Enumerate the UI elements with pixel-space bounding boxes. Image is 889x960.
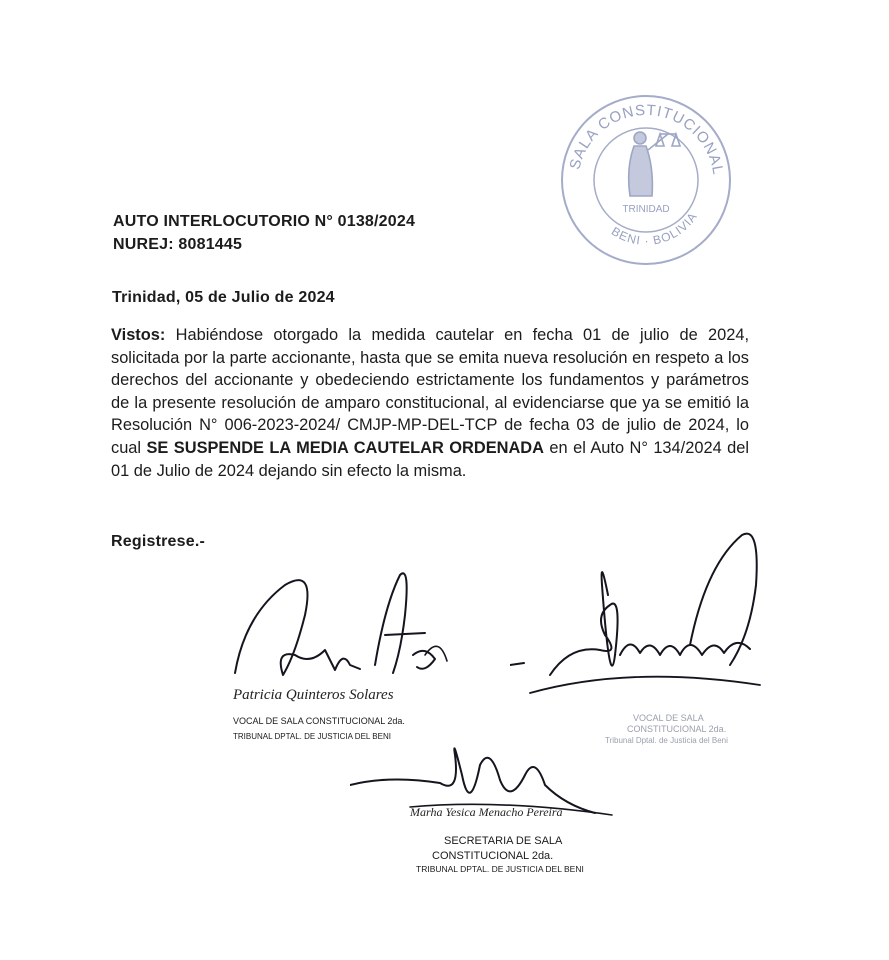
left-signer-title1: VOCAL DE SALA CONSTITUCIONAL 2da. [233,716,405,726]
seal-center-text: TRINIDAD [622,204,670,215]
bottom-signer-title3: TRIBUNAL DPTAL. DE JUSTICIA DEL BENI [416,864,584,874]
body-paragraph [111,324,749,482]
body-text-part1: Habiéndose otorgado la medida cautelar en fecha 01 de julio de 2024, solicitada por la parte accionante, hasta que se emita nueva resolución en respeto a los derechos del accionante y obedeciendo estrictamente los fundamentos y parámetros de la presente resolución de amparo constitucional, al evidenciarse que ya se emitió la Resolución N° 006-2023-2024/ CMJP-MP-DEL-TCP de fecha 03 de julio de 2024, lo cual [111,326,749,457]
handwritten-signature-left [225,555,455,695]
closing-text: Registrese.- [111,533,205,550]
right-stamp-line1: VOCAL DE SALA [633,713,704,723]
official-seal [556,88,736,268]
bottom-signer-name: Marha Yesica Menacho Pereira [410,805,563,819]
justice-figure-icon [629,132,680,196]
signature-bottom [350,735,630,885]
vistos-label: Vistos: [111,326,166,344]
right-stamp [605,713,775,746]
signature-right [510,525,780,755]
nurej-number: NUREJ: 8081445 [113,236,243,253]
handwritten-signature-right [510,525,780,705]
bottom-signer-title1: SECRETARIA DE SALA [444,835,563,847]
right-stamp-line3: Tribunal Dptal. de Justicia del Beni [605,736,728,745]
body-text-part2: en el Auto N° 134/2024 del 01 de Julio de 2024 dejando sin efecto la misma. [111,438,749,480]
seal-ring-text: SALA CONSTITUCIONAL [566,101,727,177]
left-signer-name: Patricia Quinteros Solares [233,687,394,703]
right-stamp-line2: CONSTITUCIONAL 2da. [627,724,727,734]
svg-text:BENI · BOLIVIA [609,209,700,248]
left-signer-title2: TRIBUNAL DPTAL. DE JUSTICIA DEL BENI [233,732,391,741]
seal-icon [556,88,736,268]
date-line: Trinidad, 05 de Julio de 2024 [112,289,335,306]
bottom-signer-title2: CONSTITUCIONAL 2da. [432,850,554,862]
auto-number: AUTO INTERLOCUTORIO N° 0138/2024 [113,213,416,230]
seal-bottom-text: BENI · BOLIVIA [608,209,701,248]
body-text-bold: SE SUSPENDE LA MEDIA CAUTELAR ORDENADA [146,438,544,457]
signature-left [225,555,455,745]
